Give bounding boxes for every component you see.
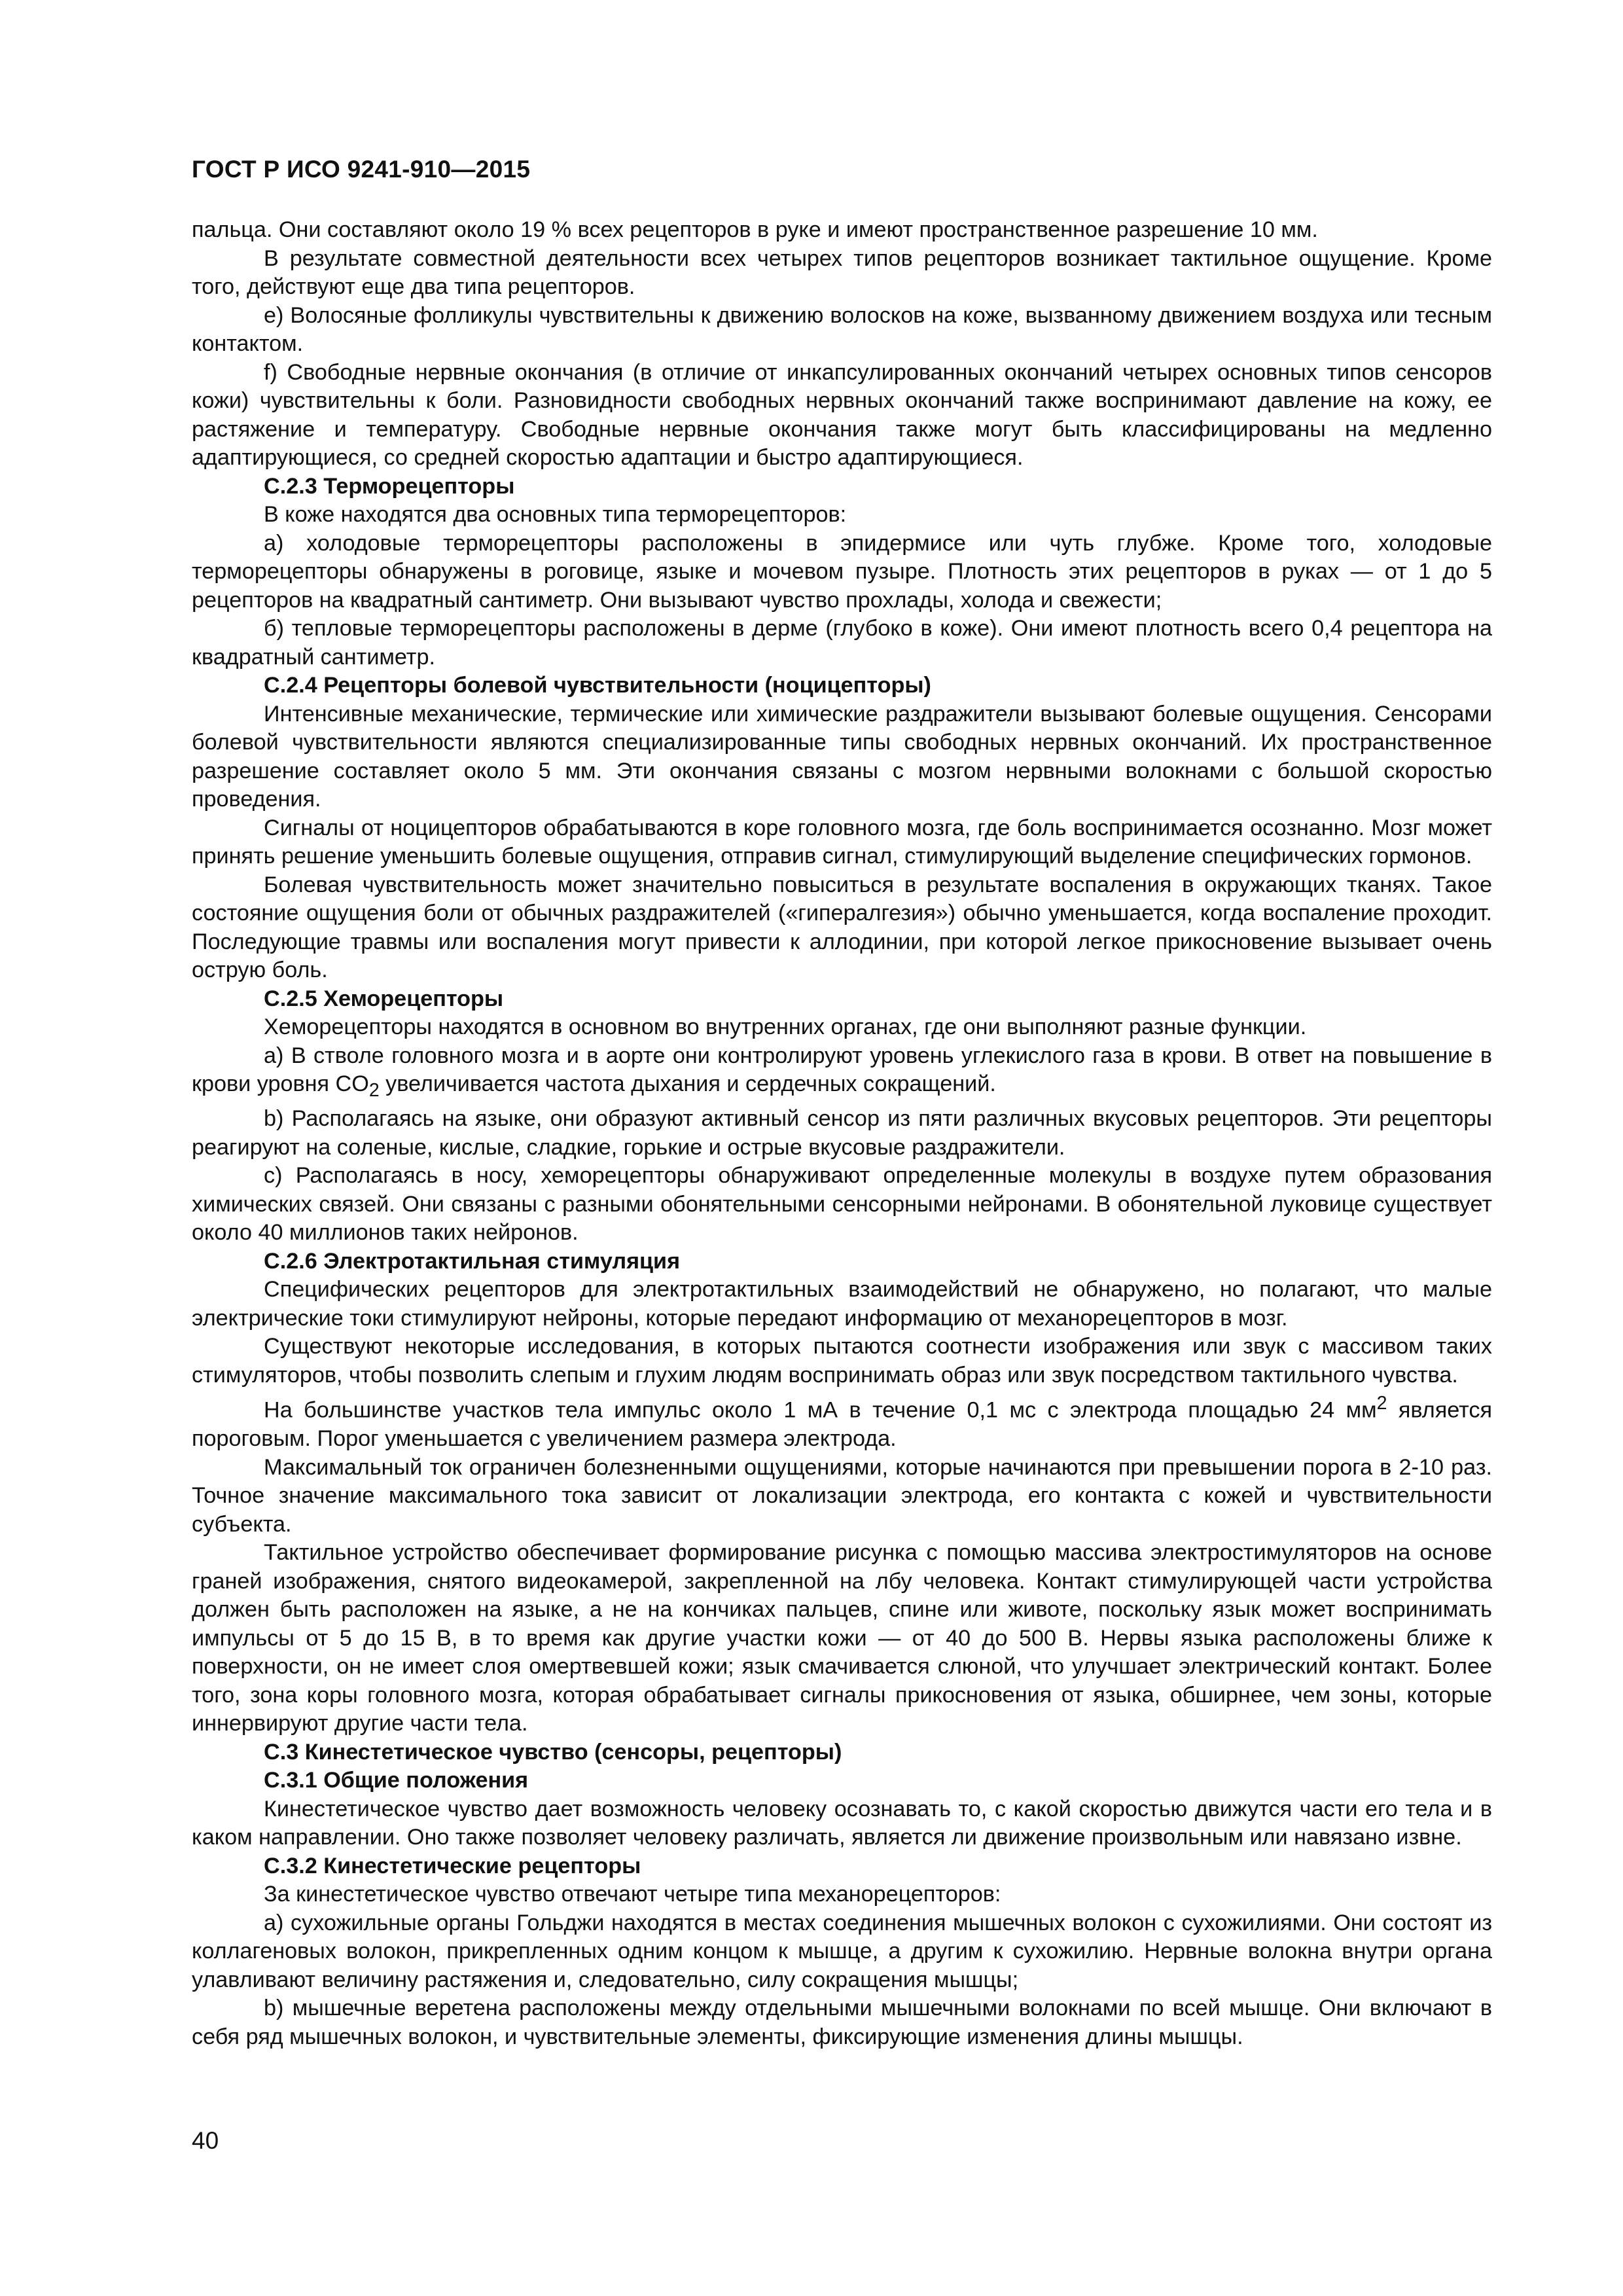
paragraph: Существуют некоторые исследования, в которых пытаются соотнести изображения или звук с массивом таких стимуляторов, чтобы позволить слепым и глухим людям воспринимать образ или звук посредством тактильного чувства. — [192, 1334, 1492, 1388]
paragraph: Кинестетическое чувство дает возможность человеку осознавать то, с какой скоростью движутся части его тела и в каком направлении. Оно также позволяет человеку различать, является ли движение произвольным или навязано извне. — [192, 1796, 1492, 1850]
paragraph: Хеморецепторы находятся в основном во внутренних органах, где они выполняют разные функции. — [264, 1014, 1307, 1039]
paragraph: Болевая чувствительность может значительно повыситься в результате воспаления в окружающих тканях. Такое состояние ощущения боли от обычных раздражителей («гипералгезия») обычно уменьшается, когда воспаление проходит. Последующие травмы или воспаления могут привести к аллодинии, при которой легкое прикосновение вызывает очень острую боль. — [192, 872, 1492, 982]
paragraph: а) холодовые терморецепторы расположены в эпидермисе или чуть глубже. Кроме того, холодовые терморецепторы обнаружены в роговице, языке и мочевом пузыре. Плотность этих рецепторов в руках — от 1 до 5 рецепторов на квадратный сантиметр. Они вызывают чувство прохлады, холода и свежести; — [192, 530, 1492, 613]
document-body — [192, 216, 1492, 2051]
paragraph: пальца. Они составляют около 19 % всех рецепторов в руке и имеют пространственное разрешение 10 мм. — [192, 217, 1318, 242]
section-heading: С.2.4 Рецепторы болевой чувствительности (ноцицепторы) — [264, 673, 931, 698]
paragraph: Сигналы от ноцицепторов обрабатываются в коре головного мозга, где боль воспринимается осознанно. Мозг может принять решение уменьшить болевые ощущения, отправив сигнал, стимулирующий выделение специфических гормонов. — [192, 815, 1492, 869]
section-heading: С.3.1 Общие положения — [264, 1768, 529, 1793]
paragraph: b) Располагаясь на языке, они образуют активный сенсор из пяти различных вкусовых рецепторов. Эти рецепторы реагируют на соленые, кислые, сладкие, горькие и острые вкусовые раздражители. — [192, 1106, 1492, 1160]
paragraph: Тактильное устройство обеспечивает формирование рисунка с помощью массива электростимуляторов на основе граней изображения, снятого видеокамерой, закрепленной на лбу человека. Контакт стимулирующей части устройства должен быть расположен на языке, а не на кончиках пальцев, спине или животе, поскольку язык может воспринимать импульсы от 5 до 15 В, в то время как другие участки кожи — от 40 до 500 В. Нервы языка расположены ближе к поверхности, он не имеет слоя омертвевшей кожи; язык смачивается слюной, что улучшает электрический контакт. Более того, зона коры головного мозга, которая обрабатывает сигналы прикосновения от языка, обширнее, чем зоны, которые иннервируют другие части тела. — [192, 1540, 1492, 1736]
paragraph-text: а) В стволе головного мозга и в аорте они контролируют уровень углекислого газа в крови. В ответ на повышение в крови уровня CO — [192, 1043, 1492, 1096]
paragraph: За кинестетическое чувство отвечают четыре типа механорецепторов: — [264, 1882, 1001, 1907]
page-number: 40 — [192, 2127, 219, 2154]
paragraph: В коже находятся два основных типа терморецепторов: — [264, 502, 847, 527]
paragraph — [192, 1042, 1492, 1105]
subscript: 2 — [368, 1079, 380, 1101]
paragraph: f) Свободные нервные окончания (в отличие от инкапсулированных окончаний четырех основных типов сенсоров кожи) чувствительны к боли. Разновидности свободных нервных окончаний также воспринимают давление на кожу, ее растяжение и температуру. Свободные нервные окончания также могут быть классифицированы на медленно адаптирующиеся, со средней скоростью адаптации и быстро адаптирующиеся. — [192, 359, 1492, 470]
paragraph-text: увеличивается частота дыхания и сердечных сокращений. — [379, 1071, 996, 1096]
section-heading: С.2.3 Терморецепторы — [264, 473, 515, 499]
paragraph — [192, 1390, 1492, 1453]
paragraph-text: На большинстве участков тела импульс около 1 мА в течение 0,1 мс с электрода площадью 24 мм — [264, 1397, 1377, 1423]
paragraph-text: является пороговым. Порог уменьшается с увеличением размера электрода. — [192, 1397, 1493, 1452]
section-heading: С.2.5 Хеморецепторы — [264, 986, 504, 1011]
paragraph: Интенсивные механические, термические или химические раздражители вызывают болевые ощущения. Сенсорами болевой чувствительности являются специализированные типы свободных нервных окончаний. Их пространственное разрешение составляет около 5 мм. Эти окончания связаны с мозгом нервными волокнами с большой скоростью проведения. — [192, 701, 1492, 812]
document-header-title: ГОСТ Р ИСО 9241-910—2015 — [192, 156, 531, 183]
paragraph: c) Располагаясь в носу, хеморецепторы обнаруживают определенные молекулы в воздухе путем образования химических связей. Они связаны с разными обонятельными сенсорными нейронами. В обонятельной луковице существует около 40 миллионов таких нейронов. — [192, 1163, 1492, 1246]
section-heading: С.2.6 Электротактильная стимуляция — [264, 1248, 681, 1274]
paragraph: Специфических рецепторов для электротактильных взаимодействий не обнаружено, но полагают, что малые электрические токи стимулируют нейроны, которые передают информацию от механорецепторов в мозг. — [192, 1277, 1492, 1331]
paragraph: e) Волосяные фолликулы чувствительны к движению волосков на коже, вызванному движением воздуха или тесным контактом. — [192, 302, 1492, 356]
paragraph: Максимальный ток ограничен болезненными ощущениями, которые начинаются при превышении порога в 2-10 раз. Точное значение максимального тока зависит от локализации электрода, его контакта с кожей и чувствительности субъекта. — [192, 1454, 1492, 1537]
paragraph: а) сухожильные органы Гольджи находятся в местах соединения мышечных волокон с сухожилиями. Они состоят из коллагеновых волокон, прикрепленных одним концом к мышце, а другим к сухожилию. Нервные волокна внутри органа улавливают величину растяжения и, следовательно, силу сокращения мышцы; — [192, 1910, 1492, 1992]
superscript: 2 — [1376, 1393, 1387, 1414]
section-heading: С.3.2 Кинестетические рецепторы — [264, 1853, 641, 1878]
section-heading: С.3 Кинестетическое чувство (сенсоры, рецепторы) — [264, 1739, 842, 1765]
paragraph: б) тепловые терморецепторы расположены в дерме (глубоко в коже). Они имеют плотность всего 0,4 рецептора на квадратный сантиметр. — [192, 616, 1492, 670]
paragraph: b) мышечные веретена расположены между отдельными мышечными волокнами по всей мышце. Они включают в себя ряд мышечных волокон, и чувствительные элементы, фиксирующие изменения длины мышцы. — [192, 1996, 1492, 2049]
paragraph: В результате совместной деятельности всех четырех типов рецепторов возникает тактильное ощущение. Кроме того, действуют еще два типа рецепторов. — [192, 245, 1492, 299]
